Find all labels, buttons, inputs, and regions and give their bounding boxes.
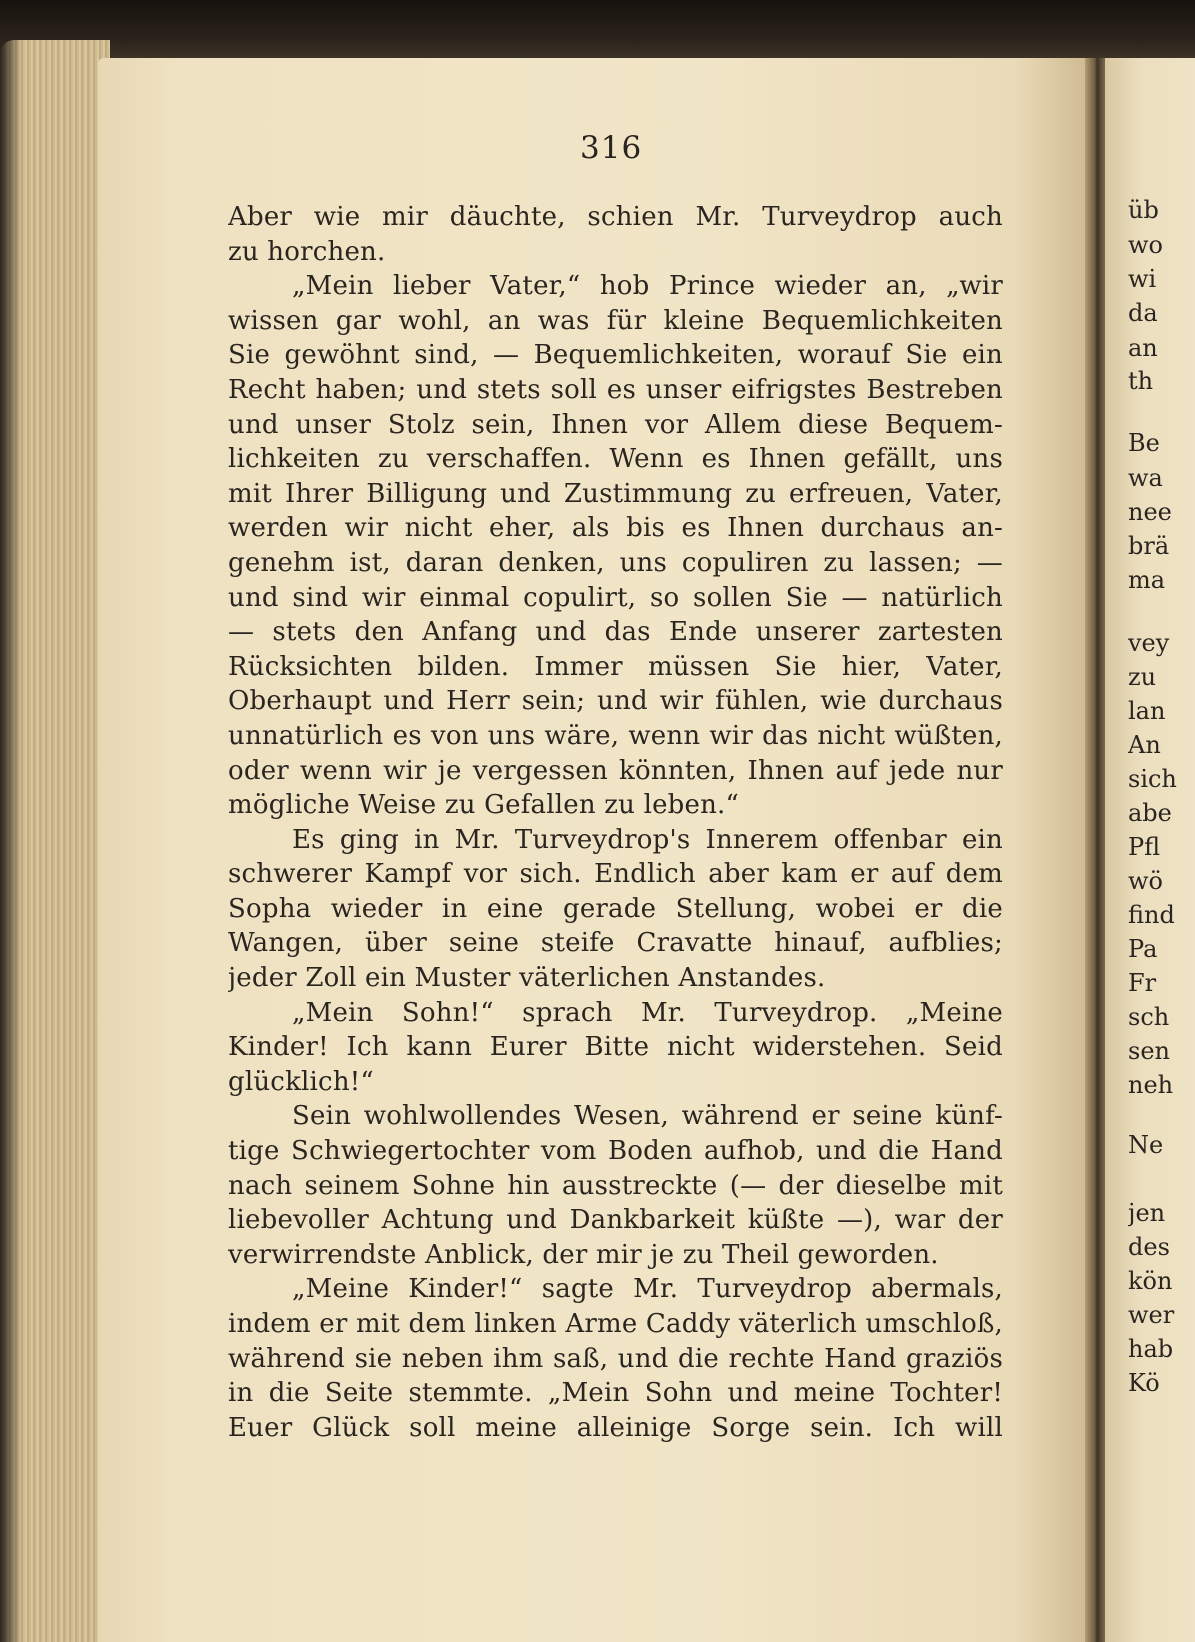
facing-page-fragment: brä — [1128, 532, 1170, 560]
facing-page-fragment: üb — [1128, 196, 1159, 224]
text-line: lichkeiten zu verschaffen. Wenn es Ihnen gefällt, uns — [228, 444, 1003, 475]
facing-page-fragment: neh — [1128, 1071, 1174, 1099]
facing-page-fragment: hab — [1128, 1335, 1174, 1363]
text-line: Kinder! Ich kann Eurer Bitte nicht widerstehen. Seid — [228, 1032, 1003, 1063]
text-line: mögliche Weise zu Gefallen zu leben.“ — [228, 790, 739, 821]
text-line: Recht haben; und stets soll es unser eifrigstes Bestreben — [228, 374, 1003, 405]
text-line: jeder Zoll ein Muster väterlichen Anstandes. — [228, 963, 826, 994]
facing-page-fragment: wö — [1128, 867, 1163, 895]
facing-page-fragment: find — [1128, 901, 1175, 929]
book-gutter — [1085, 58, 1107, 1642]
text-line: mit Ihrer Billigung und Zustimmung zu erfreuen, Vater, — [228, 478, 1003, 509]
facing-page-fragment: Ne — [1128, 1131, 1164, 1159]
text-line: — stets den Anfang und das Ende unserer zartesten — [228, 617, 1003, 648]
text-line: „Mein lieber Vater,“ hob Prince wieder an, „wir — [292, 271, 1003, 302]
text-line: wissen gar wohl, an was für kleine Bequemlichkeiten — [228, 305, 1003, 336]
facing-page-fragment: wer — [1128, 1301, 1175, 1329]
text-line: Oberhaupt und Herr sein; und wir fühlen, wie durchaus — [228, 686, 1003, 717]
facing-page-fragment: Fr — [1128, 969, 1157, 997]
facing-page-fragment: kön — [1128, 1267, 1173, 1295]
text-line: Rücksichten bilden. Immer müssen Sie hier, Vater, — [228, 651, 1003, 682]
text-line: verwirrendste Anblick, der mir je zu Theil geworden. — [228, 1239, 939, 1270]
facing-page-fragment: Pfl — [1128, 833, 1161, 861]
facing-page-fragment: lan — [1128, 697, 1166, 725]
page-number: 316 — [580, 130, 643, 166]
text-line: schwerer Kampf vor sich. Endlich aber kam er auf dem — [228, 859, 1003, 890]
text-line: Sopha wieder in eine gerade Stellung, wobei er die — [228, 893, 1003, 924]
facing-page-fragment: an — [1128, 334, 1158, 362]
text-line: werden wir nicht eher, als bis es Ihnen durchaus an- — [228, 513, 1003, 544]
text-line: Euer Glück soll meine alleinige Sorge sein. Ich will — [228, 1412, 1003, 1443]
facing-page-fragment: wi — [1128, 265, 1157, 293]
facing-page-fragment: zu — [1128, 663, 1157, 691]
text-line: nach seinem Sohne hin ausstreckte (— der dieselbe mit — [228, 1170, 1003, 1201]
page-text — [228, 200, 1003, 1445]
text-line: Sein wohlwollendes Wesen, während er seine künf- — [292, 1101, 1003, 1132]
page-edges — [0, 40, 110, 1642]
facing-page-fragment: Kö — [1128, 1369, 1160, 1397]
text-line: liebevoller Achtung und Dankbarkeit küßte —), war der — [228, 1205, 1003, 1236]
facing-page-fragment: An — [1128, 731, 1161, 759]
facing-page-fragment: th — [1128, 367, 1154, 395]
text-line: zu horchen. — [228, 236, 386, 267]
facing-page-fragment: sch — [1128, 1003, 1170, 1031]
text-line: Es ging in Mr. Turveydrop's Innerem offenbar ein — [292, 824, 1003, 855]
text-line: in die Seite stemmte. „Mein Sohn und meine Tochter! — [228, 1378, 1003, 1409]
facing-page-fragment: da — [1128, 299, 1158, 327]
facing-page-fragment: des — [1128, 1233, 1170, 1261]
text-line: tige Schwiegertochter vom Boden aufhob, und die Hand — [228, 1136, 1003, 1167]
facing-page-fragment: wa — [1128, 464, 1163, 492]
facing-page-fragment: ma — [1128, 566, 1166, 594]
facing-page-fragment: Be — [1128, 429, 1160, 457]
text-line: unnatürlich es von uns wäre, wenn wir das nicht wüßten, — [228, 720, 1003, 751]
text-line: während sie neben ihm saß, und die rechte Hand graziös — [228, 1343, 1003, 1374]
facing-page-fragment: Pa — [1128, 935, 1158, 963]
text-line: und unser Stolz sein, Ihnen vor Allem diese Bequem- — [228, 409, 1003, 440]
text-line: oder wenn wir je vergessen könnten, Ihnen auf jede nur — [228, 755, 1003, 786]
text-line: „Meine Kinder!“ sagte Mr. Turveydrop abermals, — [292, 1274, 1003, 1305]
facing-page-fragment: vey — [1128, 629, 1170, 657]
text-line: glücklich!“ — [228, 1066, 374, 1097]
text-line: Sie gewöhnt sind, — Bequemlichkeiten, worauf Sie ein — [228, 340, 1003, 371]
facing-page-fragment: jen — [1128, 1199, 1166, 1227]
text-line: Aber wie mir däuchte, schien Mr. Turveydrop auch — [228, 202, 1003, 232]
text-line: „Mein Sohn!“ sprach Mr. Turveydrop. „Meine — [292, 997, 1003, 1028]
facing-page-fragment: nee — [1128, 498, 1172, 526]
facing-page-fragment: wo — [1128, 231, 1163, 259]
text-line: genehm ist, daran denken, uns copuliren zu lassen; — — [228, 547, 1003, 578]
facing-page-fragment: sen — [1128, 1037, 1170, 1065]
text-line: Wangen, über seine steife Cravatte hinauf, aufblies; — [228, 928, 1003, 959]
text-line: und sind wir einmal copulirt, so sollen Sie — natürlich — [228, 582, 1003, 613]
facing-page-fragment: abe — [1128, 799, 1172, 827]
text-line: indem er mit dem linken Arme Caddy väterlich umschloß, — [228, 1309, 1003, 1339]
facing-page-fragment: sich — [1128, 765, 1177, 793]
